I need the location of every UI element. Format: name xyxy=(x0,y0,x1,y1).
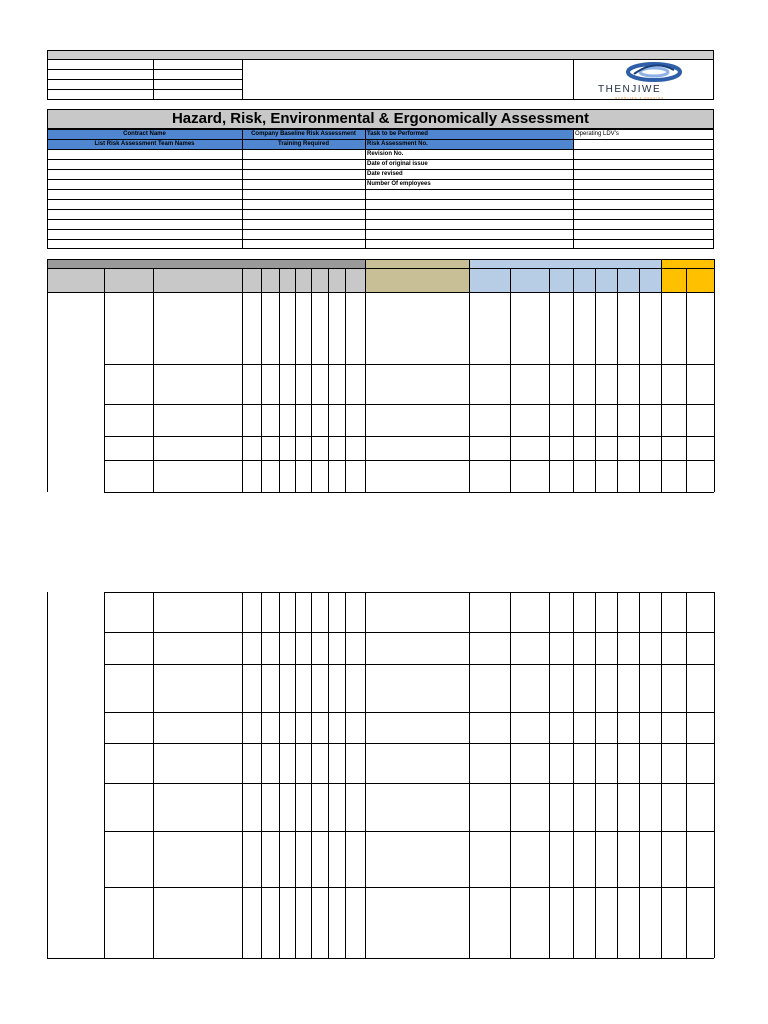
date-revised-label: Date revised xyxy=(367,171,403,177)
date-original-issue-label: Date of original issue xyxy=(367,161,428,167)
number-of-employees-label: Number Of employees xyxy=(367,181,431,187)
grid-subheader-tan xyxy=(365,268,469,292)
revision-no-label: Revision No. xyxy=(367,151,404,157)
training-required-header: Training Required xyxy=(277,141,329,147)
logo-name: THENJIWE xyxy=(598,84,662,95)
logo-swirl-icon xyxy=(612,61,696,83)
task-value: Operating LDV's xyxy=(575,131,619,137)
page-title: Hazard, Risk, Environmental & Ergonomically Assessment xyxy=(171,110,590,127)
risk-assessment-no-header: Risk Assessment No. xyxy=(367,141,428,147)
grid-header-grey-band xyxy=(47,259,365,268)
grid-header-tan-band xyxy=(365,259,469,268)
grid-subheader-blue xyxy=(469,268,661,292)
team-names-header: List Risk Assessment Team Names xyxy=(94,141,195,147)
company-baseline-header: Company Baseline Risk Assessment xyxy=(251,131,356,137)
grid-subheader-orange xyxy=(661,268,714,292)
grid-header-blue-band xyxy=(469,259,661,268)
logo-tagline: SUPPLIES & REPAIRS xyxy=(615,96,665,100)
task-performed-header: Task to be Performed xyxy=(367,131,428,137)
contract-name-header: Contract Name xyxy=(123,131,166,137)
grid-subheader-grey xyxy=(47,268,365,292)
grid-header-orange-band xyxy=(661,259,714,268)
